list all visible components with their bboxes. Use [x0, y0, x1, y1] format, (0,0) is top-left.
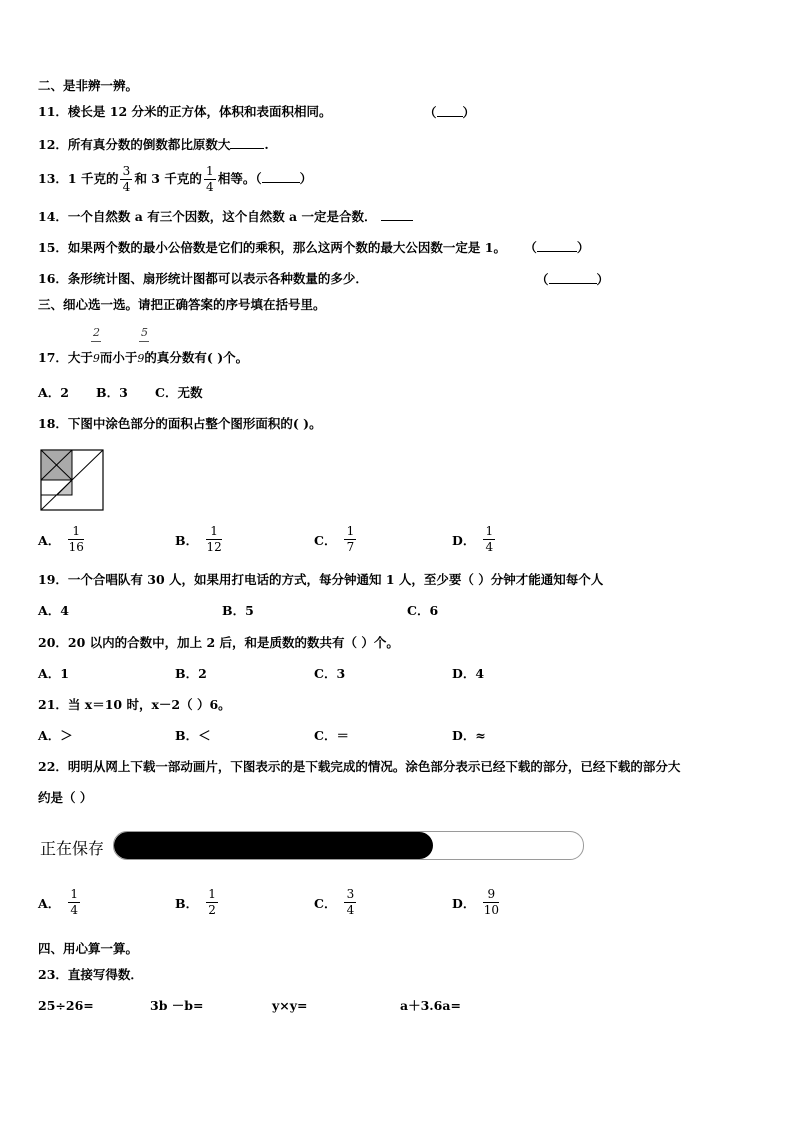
option-20-b[interactable]: B．2 — [175, 666, 207, 681]
section-4-heading: 四、用心算一算。 — [38, 941, 139, 956]
option-20-d[interactable]: D．4 — [452, 666, 485, 681]
question-13: 13．1 千克的 $\frac{3}{4}$ 和 3 千克的 $\frac{1}{4}$ 相等。（ ） — [38, 164, 313, 194]
option-17-a[interactable]: A．2 — [38, 385, 69, 400]
q17-frac1-den: 9 — [92, 352, 100, 365]
option-20-a[interactable]: A．1 — [38, 666, 69, 681]
fraction-3-4: $\frac{3}{4}$ — [120, 165, 132, 194]
q17-frac1-num: 2 — [93, 326, 100, 339]
option-19-c[interactable]: C．6 — [407, 603, 439, 618]
answer-blank-12[interactable] — [230, 136, 264, 149]
download-progress-bar — [113, 831, 584, 860]
question-11 — [38, 104, 476, 120]
question-16: 16．条形统计图、扇形统计图都可以表示各种数量的多少． （ ） — [38, 271, 610, 287]
progress-label: 正在保存 — [40, 839, 105, 858]
question-19: 19．一个合唱队有 30 人，如果用打电话的方式，每分钟通知 1 人，至少要（ ）分钟才能通知每个人 — [38, 572, 604, 587]
question-21: 21．当 x＝10 时，x－2（ ）6。 — [38, 697, 231, 712]
option-22-b[interactable]: B． $\frac{1}{2}$ — [175, 888, 220, 917]
calc-item-4[interactable]: a＋3.6a= — [400, 998, 461, 1013]
answer-blank-15[interactable]: （ ） — [524, 240, 590, 255]
answer-blank-16[interactable]: （ ） — [536, 272, 610, 287]
question-22-line2: 约是（ ） — [38, 790, 93, 805]
option-22-d[interactable]: D． $\frac{9}{10}$ — [452, 887, 499, 917]
question-23: 23．直接写得数． — [38, 967, 143, 982]
option-17-b[interactable]: B．3 — [96, 385, 128, 400]
option-22-a[interactable]: A． $\frac{1}{4}$ — [38, 888, 82, 917]
calc-item-1[interactable]: 25÷26= — [38, 998, 94, 1013]
option-18-b[interactable]: B． $\frac{1}{12}$ — [175, 524, 222, 554]
answer-blank-14[interactable] — [381, 208, 413, 221]
calc-item-2[interactable]: 3b －b= — [150, 998, 204, 1013]
option-21-a[interactable]: A．＞ — [38, 728, 73, 743]
question-22-line1: 22．明明从网上下载一部动画片，下图表示的是下载完成的情况。涂色部分表示已经下载的部分，已经下载的部分大 — [38, 759, 681, 774]
option-19-a[interactable]: A．4 — [38, 603, 69, 618]
option-18-a[interactable]: A． $\frac{1}{16}$ — [38, 524, 84, 554]
fraction-1-4: $\frac{1}{4}$ — [204, 165, 216, 194]
question-17: 17．大于9而小于9的真分数有( )个。 — [38, 350, 249, 365]
option-21-d[interactable]: D．≈ — [452, 728, 486, 743]
option-17-c[interactable]: C．无数 — [155, 385, 203, 400]
question-20: 20．20 以内的合数中，加上 2 后，和是质数的数共有（ ）个。 — [38, 635, 399, 650]
option-20-c[interactable]: C．3 — [314, 666, 346, 681]
section-2-heading: 二、是非辨一辨。 — [38, 78, 139, 93]
option-18-d[interactable]: D． $\frac{1}{4}$ — [452, 525, 497, 554]
option-22-c[interactable]: C． $\frac{3}{4}$ — [314, 888, 358, 917]
option-19-b[interactable]: B．5 — [222, 603, 254, 618]
question-11-text: 11．棱长是 12 分米的正方体，体积和表面积相同。 — [38, 104, 332, 119]
question-18: 18．下图中涂色部分的面积占整个图形面积的( )。 — [38, 416, 322, 431]
answer-blank-13[interactable] — [262, 170, 300, 183]
option-21-b[interactable]: B．＜ — [175, 728, 211, 743]
download-progress-fill — [114, 832, 433, 859]
question-12: 12．所有真分数的倒数都比原数大 . — [38, 137, 269, 152]
option-18-c[interactable]: C． $\frac{1}{7}$ — [314, 525, 358, 554]
option-21-c[interactable]: C．＝ — [314, 728, 349, 743]
section-3-heading: 三、细心选一选。请把正确答案的序号填在括号里。 — [38, 297, 326, 312]
question-15: 15．如果两个数的最小公倍数是它们的乘积，那么这两个数的最大公因数一定是 1。 （ ） — [38, 240, 590, 255]
answer-blank-11[interactable]: （ ） — [424, 105, 476, 120]
q17-frac2-den: 9 — [137, 352, 145, 365]
calc-item-3[interactable]: y×y= — [272, 998, 308, 1013]
q17-frac2-num: 5 — [141, 326, 148, 339]
question-14: 14．一个自然数 a 有三个因数，这个自然数 a 一定是合数． — [38, 208, 413, 225]
shaded-square-figure — [40, 449, 104, 511]
